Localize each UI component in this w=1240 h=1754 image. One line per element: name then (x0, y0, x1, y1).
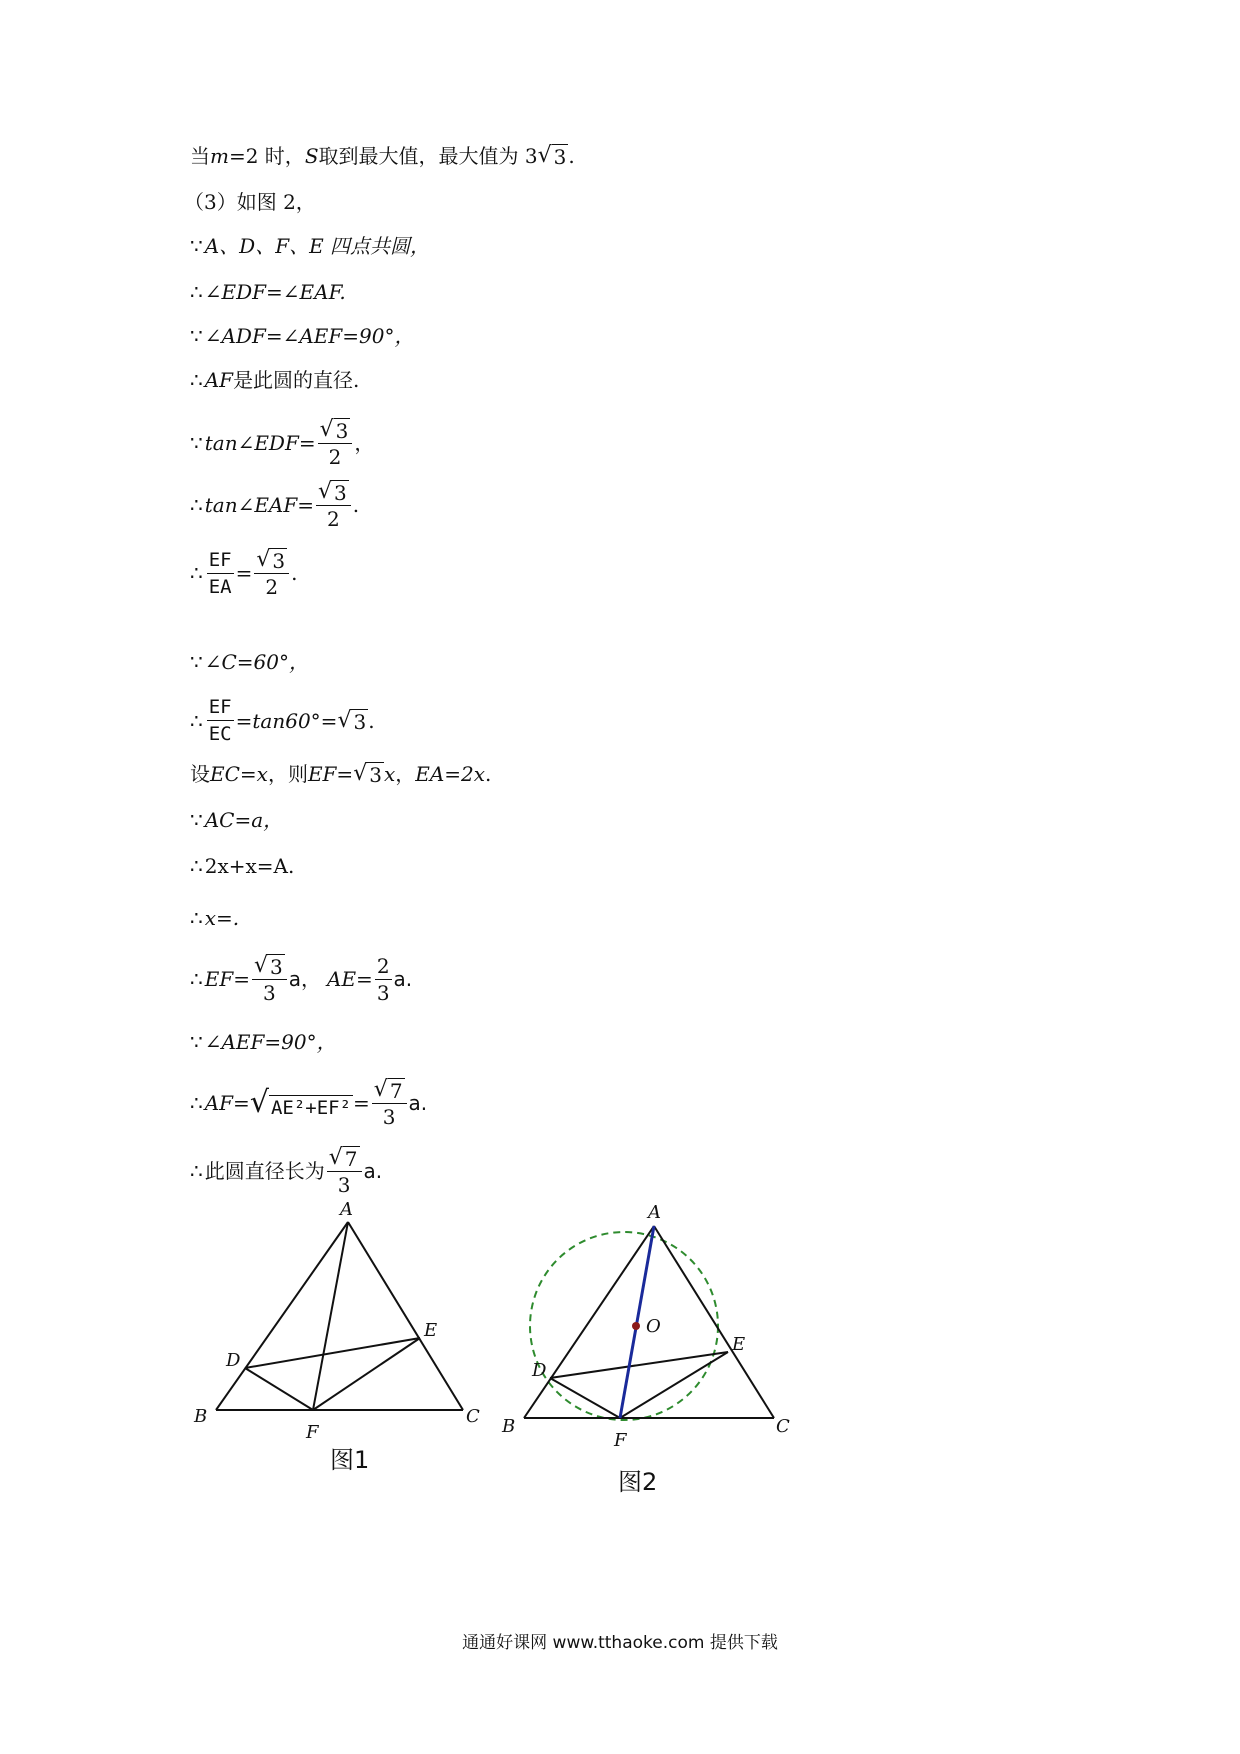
text: AF (204, 368, 234, 392)
text: ∠C=60°， (204, 650, 310, 674)
fraction: √ 7 3 (372, 1076, 407, 1130)
text: ∠EDF=∠EAF. (204, 280, 346, 304)
fraction: $\frac{EF}{EA}$ (208, 548, 232, 598)
label-f: F (614, 1430, 627, 1451)
text: tan∠EDF= (204, 431, 316, 455)
text: =tan60°= (235, 708, 338, 733)
label-d: D (532, 1360, 547, 1381)
therefore-symbol: ∴ (190, 967, 203, 991)
solution-line (190, 852, 294, 880)
sqrt: √ 3 (337, 707, 367, 734)
text: ，则 (267, 762, 308, 786)
therefore-symbol: ∴ (190, 1091, 203, 1115)
solution-line (190, 366, 359, 394)
label-e: E (424, 1320, 438, 1341)
solution-line (190, 322, 415, 350)
text: ， (395, 762, 416, 786)
fraction: √ 7 3 (327, 1144, 362, 1198)
text: . (291, 561, 298, 585)
label-c: C (776, 1416, 790, 1437)
var-s: S (304, 144, 319, 168)
figure-1 (180, 1200, 500, 1460)
figure-2-caption: 图2 (618, 1468, 658, 1496)
segment-df (245, 1368, 313, 1410)
text: . (485, 762, 492, 786)
fraction: √ 3 2 (254, 546, 289, 600)
label-b: B (194, 1406, 208, 1427)
segment-ac (348, 1222, 463, 1410)
text: . (352, 493, 360, 517)
therefore-symbol: ∴ (190, 854, 203, 878)
sqrt: √ 3 (537, 143, 567, 169)
sqrt: √ 3 (353, 761, 382, 787)
segment-ab (216, 1222, 348, 1410)
solution-line (190, 1076, 427, 1130)
label-o: O (646, 1316, 661, 1337)
because-symbol: ∵ (190, 1030, 203, 1054)
because-symbol: ∵ (190, 234, 203, 258)
segment-ab (524, 1226, 654, 1418)
text: A、D、F、E 四点共圆， (204, 234, 431, 258)
sqrt: √ AE²+EF² (249, 1085, 352, 1120)
text: a. (393, 967, 413, 991)
text: EF= (307, 762, 354, 786)
text: EF= (204, 967, 250, 991)
text: AF= (204, 1091, 250, 1115)
text: . (368, 708, 375, 733)
text: ∠AEF=90°， (204, 1030, 337, 1054)
figure-1-caption: 图1 (330, 1446, 370, 1474)
label-c: C (466, 1406, 480, 1427)
therefore-symbol: ∴ (190, 561, 203, 585)
segment-de (245, 1338, 420, 1368)
text: ， (354, 431, 375, 455)
text: AC=a， (204, 808, 284, 832)
solution-line (190, 478, 359, 532)
label-a: A (648, 1202, 661, 1223)
text: 设 (190, 762, 210, 786)
therefore-symbol: ∴ (190, 280, 203, 304)
text: =2 时， (228, 144, 305, 168)
because-symbol: ∵ (190, 431, 203, 455)
var-m: m (210, 144, 229, 168)
text: tan∠EAF= (204, 493, 315, 517)
therefore-symbol: ∴ (190, 1159, 203, 1183)
text: a， (288, 967, 321, 991)
text: 是此圆的直径. (233, 368, 360, 392)
solution-line (190, 1144, 382, 1198)
therefore-symbol: ∴ (190, 493, 203, 517)
therefore-symbol: ∴ (190, 906, 203, 930)
fraction: √ 3 3 (252, 952, 287, 1006)
solution-line (190, 694, 375, 747)
text: （3）如图 2， (184, 190, 316, 214)
text: EC=x (210, 762, 268, 786)
text: 当 (190, 144, 210, 168)
solution-line (190, 952, 412, 1006)
text: 取到最大值，最大值为 3 (318, 144, 538, 168)
text: = (235, 561, 253, 585)
text: ∠ADF=∠AEF=90°， (204, 324, 415, 348)
label-f: F (306, 1422, 319, 1443)
text: x (383, 762, 396, 786)
fraction: $\frac{EF}{EC}$ (208, 696, 232, 745)
text: . (568, 144, 575, 168)
figure-2 (490, 1200, 810, 1460)
solution-line (190, 232, 430, 260)
solution-line (190, 416, 374, 470)
because-symbol: ∵ (190, 650, 203, 674)
therefore-symbol: ∴ (190, 368, 203, 392)
therefore-symbol: ∴ (190, 708, 203, 733)
segment-ac (654, 1226, 774, 1418)
solution-line (190, 904, 239, 932)
text: a. (363, 1159, 383, 1183)
fraction: √ 3 2 (316, 478, 351, 532)
solution-line (190, 1028, 337, 1056)
solution-line (190, 546, 298, 600)
label-d: D (226, 1350, 241, 1371)
text: AE= (327, 967, 373, 991)
segment-de (550, 1352, 728, 1378)
solution-line (190, 142, 575, 170)
segment-ef (313, 1338, 420, 1410)
because-symbol: ∵ (190, 808, 203, 832)
text: x=. (204, 906, 240, 930)
segment-af (313, 1222, 348, 1410)
fraction: √ 3 2 (318, 416, 353, 470)
solution-line (190, 806, 283, 834)
label-b: B (502, 1416, 516, 1437)
label-e: E (732, 1334, 746, 1355)
text: a. (408, 1091, 428, 1115)
segment-ef (620, 1352, 728, 1418)
text: EA=2x (415, 762, 486, 786)
segment-df (550, 1378, 620, 1418)
solution-line (190, 648, 309, 676)
text: 此圆直径长为 (204, 1159, 325, 1183)
fraction: $\frac{2}{3}$ (376, 953, 390, 1005)
page-footer: 通通好课网 www.tthaoke.com 提供下载 (462, 1633, 778, 1653)
center-point (632, 1322, 640, 1330)
label-a: A (340, 1200, 353, 1220)
solution-line (190, 278, 346, 306)
because-symbol: ∵ (190, 324, 203, 348)
solution-line (190, 760, 491, 788)
text: 2x+x=A. (204, 854, 295, 878)
text: = (353, 1091, 370, 1115)
solution-line (184, 188, 316, 216)
